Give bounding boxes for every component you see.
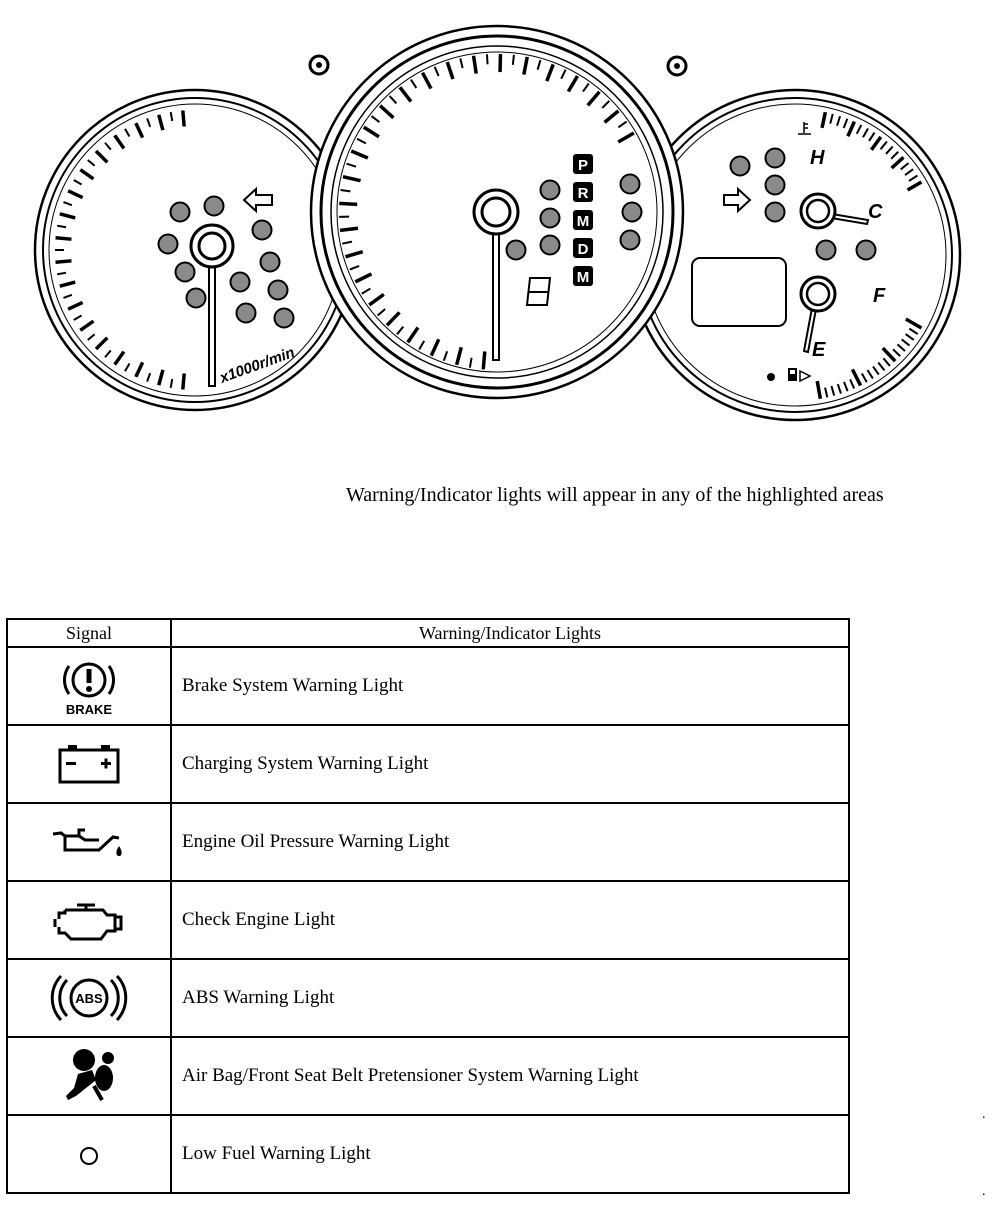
indicator-dot <box>766 203 785 222</box>
indicator-dot <box>621 231 640 250</box>
speed-tick <box>339 203 357 204</box>
tach-unit-label: x1000r/min <box>217 343 298 387</box>
lights-header: Warning/Indicator Lights <box>171 619 849 647</box>
oil-can-icon <box>49 824 129 860</box>
gear-letter: D <box>577 241 589 258</box>
table-row <box>7 1115 849 1193</box>
odometer-display <box>692 258 786 326</box>
light-label: Air Bag/Front Seat Belt Pretensioner System Warning Light <box>171 1037 849 1115</box>
indicator-dot <box>176 263 195 282</box>
airbag-icon <box>54 1046 124 1106</box>
tach-tick <box>183 111 184 127</box>
temp-hot-label: H <box>810 147 825 169</box>
indicator-dot <box>766 149 785 168</box>
indicator-dot <box>269 281 288 300</box>
table-header-row <box>7 619 849 647</box>
indicator-dot <box>275 309 294 328</box>
light-label: Low Fuel Warning Light <box>171 1115 849 1193</box>
indicator-dot <box>541 209 560 228</box>
indicator-dot <box>205 197 224 216</box>
indicator-dot <box>171 203 190 222</box>
gear-letter: M <box>576 213 590 230</box>
light-label: Check Engine Light <box>171 881 849 959</box>
table-row <box>7 959 849 1037</box>
mounting-screw-right <box>668 57 686 75</box>
light-label: ABS Warning Light <box>171 959 849 1037</box>
indicator-dot <box>541 181 560 200</box>
signal-cell <box>7 959 171 1037</box>
indicator-dot <box>187 289 206 308</box>
signal-cell <box>7 803 171 881</box>
abs-icon <box>49 970 129 1026</box>
signal-cell <box>7 1115 171 1193</box>
table-row <box>7 803 849 881</box>
svg-text:ABS: ABS <box>75 991 103 1006</box>
table-row <box>7 1037 849 1115</box>
svg-text:BRAKE: BRAKE <box>65 702 113 716</box>
tach-tick <box>183 374 184 390</box>
indicator-dot <box>253 221 272 240</box>
margin-mark: . <box>982 1107 986 1122</box>
indicator-dot <box>261 253 280 272</box>
indicator-dot <box>621 175 640 194</box>
signal-cell <box>7 725 171 803</box>
gear-indicator <box>573 154 593 286</box>
speed-tick <box>483 351 485 369</box>
signal-cell <box>7 1037 171 1115</box>
indicator-dot <box>623 203 642 222</box>
indicator-dot <box>731 157 750 176</box>
margin-mark: . <box>982 1184 986 1199</box>
engine-icon <box>51 897 127 943</box>
warning-lights-table <box>6 618 850 1194</box>
speed-tick <box>341 190 351 191</box>
table-row <box>7 725 849 803</box>
light-label: Brake System Warning Light <box>171 647 849 725</box>
tach-tick <box>56 238 72 239</box>
gear-letter: P <box>577 157 589 174</box>
fuel-full-label: F <box>873 285 886 307</box>
temp-cold-label: C <box>868 201 883 223</box>
indicator-dot <box>857 241 876 260</box>
gear-letter: R <box>577 185 589 202</box>
indicator-dot <box>541 236 560 255</box>
indicator-dot <box>817 241 836 260</box>
signal-cell <box>7 647 171 725</box>
mounting-screw-left <box>310 56 328 74</box>
table-row <box>7 881 849 959</box>
light-label: Engine Oil Pressure Warning Light <box>171 803 849 881</box>
signal-cell <box>7 881 171 959</box>
instrument-cluster <box>0 0 1008 440</box>
tach-tick <box>56 261 72 262</box>
signal-header: Signal <box>7 619 171 647</box>
speed-tick <box>340 228 358 230</box>
indicator-dot <box>237 304 256 323</box>
indicator-dot <box>159 235 178 254</box>
caption: Warning/Indicator lights will appear in any of the highlighted areas <box>346 484 884 506</box>
speed-tick <box>487 54 488 64</box>
indicator-dot <box>507 241 526 260</box>
table-row <box>7 647 849 725</box>
fuel-empty-label: E <box>812 339 826 361</box>
brake-warning-icon <box>54 656 124 716</box>
battery-icon <box>54 742 124 786</box>
speed-tick <box>513 55 514 65</box>
indicator-dot <box>766 176 785 195</box>
light-label: Charging System Warning Light <box>171 725 849 803</box>
indicator-dot <box>231 273 250 292</box>
gear-letter: M <box>576 269 590 286</box>
circle-icon <box>74 1139 104 1169</box>
